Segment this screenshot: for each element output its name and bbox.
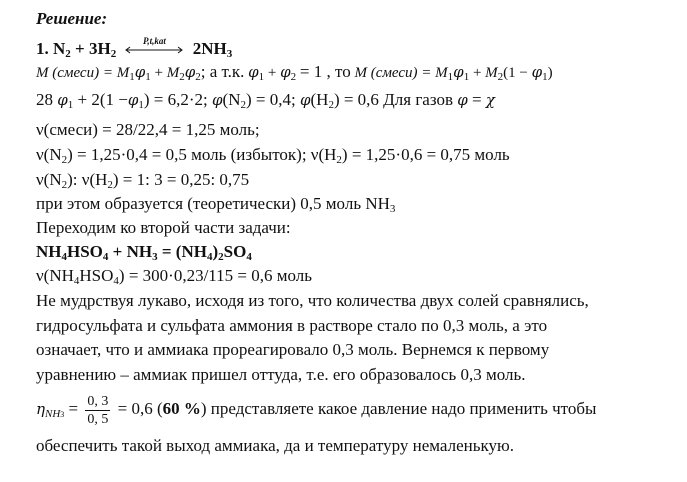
condition-text: ; а т.к. (200, 62, 245, 81)
plus-sign: + (154, 65, 163, 81)
hso4-sub: 4 (113, 275, 119, 287)
yield-fraction (85, 393, 110, 428)
hso4-text: HSO (79, 266, 114, 285)
paragraph-line-2: гидросульфата и сульфата аммония в растворе стало по 0,3 моль, а это (36, 316, 548, 335)
phi-symbol: φ (453, 63, 464, 81)
formed-line (36, 194, 395, 214)
nu-mixture-line: ν(смеси) = 28/22,4 = 1,25 моль; (36, 120, 260, 139)
last-line: обеспечить такой выход аммиака, да и температуру немаленькую. (36, 436, 514, 455)
double-arrow-icon (124, 46, 184, 54)
paragraph-line-1: Не мудрствуя лукаво, исходя из того, что количества двух солей сравнялись, (36, 291, 589, 310)
second-part-line: Переходим ко второй части задачи: (36, 218, 291, 237)
phi1-sub: 1 (145, 71, 151, 83)
m1-symbol: M (435, 65, 448, 81)
h2-text: + 3H (75, 39, 111, 58)
ratio-line (36, 170, 249, 190)
so4-text: SO (223, 242, 247, 261)
phi-symbol: φ (280, 63, 291, 81)
phi1-sub: 1 (138, 99, 144, 111)
m1-symbol: M (116, 65, 130, 81)
equals-62-text: ) = 6,2·2; (143, 90, 208, 109)
phi-symbol: φ (57, 91, 68, 109)
ratio-h2-text: ): ν(H (67, 170, 108, 189)
n2-text: N (53, 39, 66, 58)
m2-symbol: M (166, 65, 180, 81)
one-minus-text: (1 − (99, 90, 128, 109)
n2-sub: 2 (240, 99, 246, 111)
n2-text: (N (222, 90, 241, 109)
h2-sub: 2 (110, 48, 117, 60)
m1-sub: 1 (129, 71, 135, 83)
sum-equals-text: = 1 , то (299, 62, 351, 81)
phi-symbol: φ (457, 91, 468, 109)
nu-salt-line (36, 266, 312, 286)
yield-result-text: = 0,6 ( (117, 399, 163, 418)
hso4-text: HSO (67, 242, 103, 261)
nh4-sub: 4 (206, 251, 213, 263)
eta-symbol: η (36, 400, 45, 418)
phi-symbol: φ (134, 63, 146, 81)
one-minus-text: (1 − (503, 65, 528, 81)
reaction-number: 1. (36, 39, 49, 58)
ratio-value: ) = 1: 3 = 0,25: 0,75 (112, 170, 250, 189)
fraction-numerator: 0, 3 (87, 393, 109, 409)
phi-symbol: φ (212, 91, 223, 109)
nu-h2-text: ) = 1,25·0,4 = 0,5 моль (избыток); ν(H (67, 145, 337, 164)
h2-fraction-value: ) = 0,6 Для газов (333, 90, 453, 109)
close-paren: ) (547, 65, 553, 81)
fraction-denominator: 0, 5 (87, 411, 109, 427)
nh3-text: 2NH (192, 39, 227, 58)
plus-two-text: + 2 (77, 90, 100, 109)
phi-symbol: φ (299, 91, 311, 109)
m1-sub: 1 (447, 71, 454, 83)
phi1-sub: 1 (542, 71, 548, 83)
phi1-sub: 1 (67, 99, 74, 111)
nh4-sub: 4 (73, 275, 80, 287)
arrow-label: P,t,kat (143, 36, 166, 46)
equals-sign: = (68, 399, 79, 418)
formed-text: при этом образуется (теоретически) 0,5 моль NH (36, 194, 390, 213)
eta-sub: NH (45, 408, 61, 420)
h2-sub: 2 (328, 99, 334, 111)
h2-sub: 2 (107, 179, 113, 191)
yield-percent: 60 % (162, 399, 201, 418)
mixture-formula-line (36, 62, 553, 83)
mixture-label: (смеси) = (370, 65, 432, 81)
mixture-label: (смеси) = (52, 65, 113, 81)
m2-sub: 2 (179, 71, 185, 83)
phi2-sub: 2 (195, 71, 201, 83)
phi-symbol: φ (531, 63, 543, 81)
paren-sub: 2 (218, 251, 224, 263)
eta-sub-3: 3 (60, 410, 65, 419)
nh3-sub: 3 (152, 251, 158, 263)
reaction-1 (36, 36, 232, 59)
n2-sub: 2 (61, 179, 68, 191)
m2-sub: 2 (497, 71, 504, 83)
nu-nh4-text: ν(NH (36, 266, 74, 285)
nh3-text: + NH (112, 242, 153, 261)
m-symbol: M (354, 65, 367, 81)
m2-symbol: M (485, 65, 498, 81)
hso4-sub: 4 (102, 251, 109, 263)
m-symbol: M (36, 65, 49, 81)
equation-28-line: 28 $\varphi_1 + 2(1 -\varphi_1) = 6,2\cdot 2$; $\varphi(N_2) = 0,4$; $\varphi(H_2) = 0,6$ Для газов φ = χ (36, 90, 495, 111)
yield-line (36, 389, 596, 429)
equilibrium-arrow (124, 36, 184, 56)
n2-sub: 2 (61, 154, 68, 166)
phi-symbol: φ (248, 63, 259, 81)
phi1-sub: 1 (463, 71, 470, 83)
solution-heading: Решение: (36, 9, 108, 28)
nh4-sub: 4 (61, 251, 67, 263)
nu-n2-h2-line (36, 145, 510, 165)
phi-symbol: φ (127, 91, 139, 109)
n2-fraction-value: ) = 0,4; (245, 90, 296, 109)
paragraph-line-4: уравнению – аммиак пришел оттуда, т.е. его образовалось 0,3 моль. (36, 365, 526, 384)
plus-sign: + (472, 65, 482, 81)
phi-symbol: φ (184, 63, 196, 81)
nu-h2-value: ) = 1,25·0,6 = 0,75 моль (341, 145, 510, 164)
plus-sign: + (267, 65, 277, 81)
h2-sub: 2 (336, 154, 342, 166)
so4-sub: 4 (246, 251, 252, 263)
phi1-sub: 1 (258, 71, 265, 83)
nh3-sub: 3 (226, 48, 233, 60)
nu-n2-text: ν(N (36, 145, 62, 164)
nh4-text: NH (36, 242, 62, 261)
h2-text: (H (310, 90, 329, 109)
value-28: 28 (36, 90, 53, 109)
paragraph-line-3: означает, что и аммиака прореагировало 0,3 моль. Вернемся к первому (36, 340, 550, 359)
nh4-product-text: = (NH (161, 242, 207, 261)
phi2-sub: 2 (290, 71, 297, 83)
n2-sub: 2 (65, 48, 71, 60)
reaction-2 (36, 242, 252, 262)
chi-symbol: χ (485, 91, 495, 109)
yield-comment: ) представляете какое давление надо применить чтобы (200, 399, 597, 418)
nh3-sub: 3 (389, 203, 396, 215)
nu-salt-value: ) = 300·0,23/115 = 0,6 моль (118, 266, 313, 285)
close-paren: ) (212, 242, 219, 261)
ratio-n2-text: ν(N (36, 170, 62, 189)
